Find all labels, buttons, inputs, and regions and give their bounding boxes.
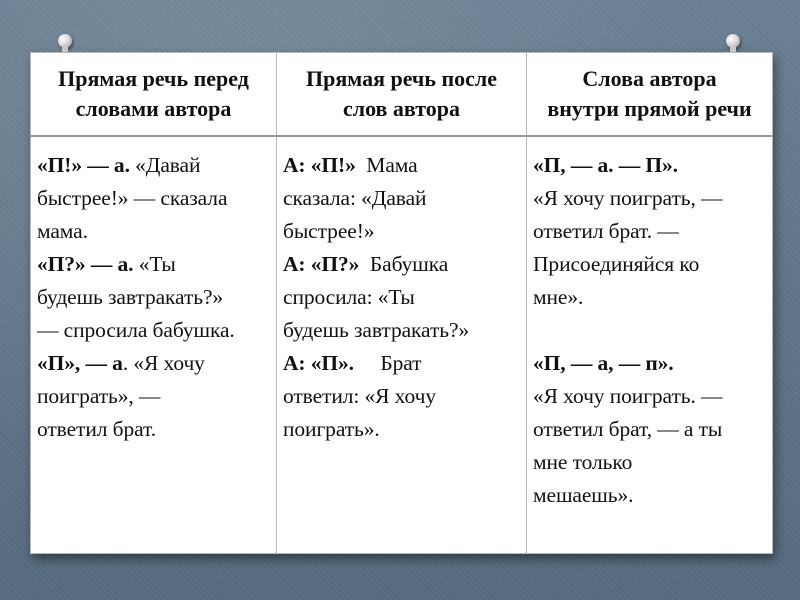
example-line: поиграть», — [37, 384, 161, 408]
example-line: быстрее!» — сказала [37, 186, 228, 210]
scheme-label: «П!» — а. [37, 153, 130, 177]
scheme-label: А: «П!» [283, 153, 356, 177]
example-line: мне». [533, 285, 584, 309]
example-line: «П!» — а. «Давай [37, 153, 201, 177]
scheme-label: А: «П». [283, 351, 354, 375]
example-line: сказала: «Давай [283, 186, 427, 210]
pushpin-icon [58, 34, 72, 48]
paper-sheet [30, 52, 772, 554]
example-line: «Я хочу поиграть, — [533, 186, 723, 210]
scheme-label: «П», — а [37, 351, 123, 375]
pushpin-icon [726, 34, 740, 48]
direct-speech-table [30, 52, 773, 554]
example-line: «Я хочу поиграть. — [533, 384, 723, 408]
example-line: мама. [37, 219, 88, 243]
example-line: спросила: «Ты [283, 285, 415, 309]
example-line: ответил брат. — [533, 219, 679, 243]
cell-inside-speech [527, 136, 773, 554]
example-line: А: «П». Брат [283, 351, 422, 375]
cell-after-author [277, 136, 527, 554]
example-line: Присоединяйся ко [533, 252, 700, 276]
example-line: ответил брат. [37, 417, 156, 441]
scheme-label: А: «П?» [283, 252, 360, 276]
example-line: А: «П?» Бабушка [283, 252, 449, 276]
example-line: А: «П!» Мама [283, 153, 418, 177]
example-line: быстрее!» [283, 219, 375, 243]
example-line: ответил: «Я хочу [283, 384, 436, 408]
example-line: будешь завтракать?» [283, 318, 470, 342]
scheme-label: «П?» — а. [37, 252, 134, 276]
example-line: мешаешь». [533, 483, 634, 507]
scheme-label: «П, — а. — П». [533, 153, 678, 177]
example-line: «П?» — а. «Ты [37, 252, 176, 276]
header-row [31, 53, 773, 137]
example-line: поиграть». [283, 417, 380, 441]
example-line [533, 149, 768, 182]
example-line: мне только [533, 450, 633, 474]
example-line [533, 347, 768, 380]
example-line: ответил брат, — а ты [533, 417, 723, 441]
spacer [533, 314, 768, 347]
header-after-author: Прямая речь после слов автора [277, 53, 527, 137]
cell-before-author [31, 136, 277, 554]
scheme-label: «П, — а, — п». [533, 351, 674, 375]
example-line: «П», — а. «Я хочу [37, 351, 205, 375]
body-row [31, 136, 773, 554]
example-line: — спросила бабушка. [37, 318, 235, 342]
header-before-author: Прямая речь перед словами автора [31, 53, 277, 137]
example-line: будешь завтракать?» [37, 285, 224, 309]
header-inside-speech: Слова автора внутри прямой речи [527, 53, 773, 137]
